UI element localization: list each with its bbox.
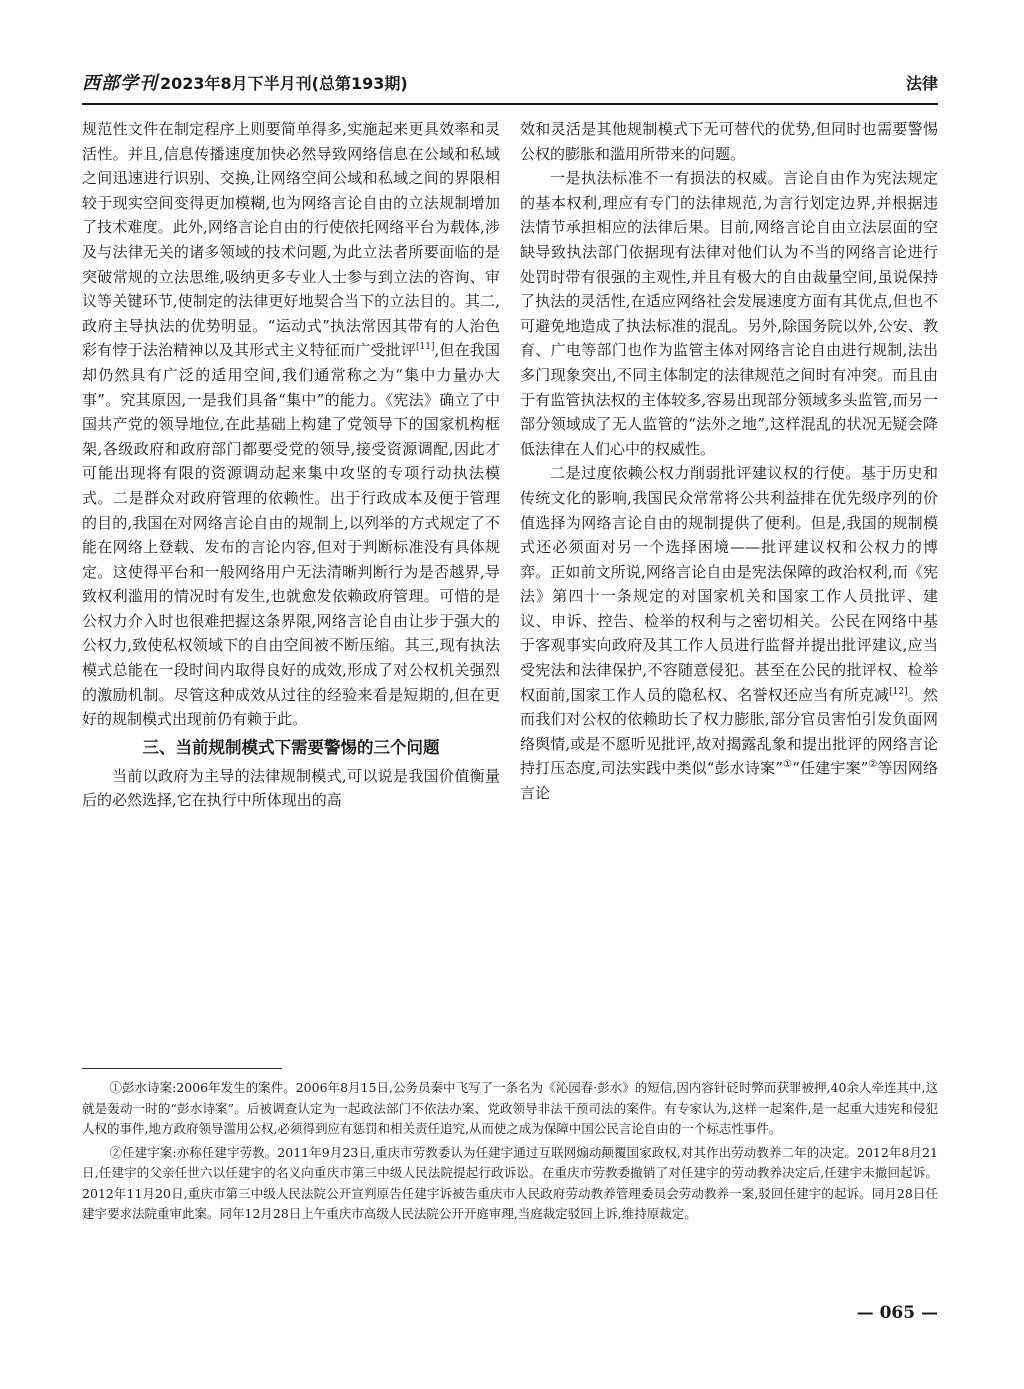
- footnotes: [82, 1078, 938, 1228]
- section-heading: 三、当前规制模式下需要警惕的三个问题: [142, 737, 440, 757]
- body-paragraph: 效和灵活是其他规制模式下无可替代的优势,但同时也需要警惕公权的膨胀和滥用所带来的问题。: [520, 120, 938, 163]
- footnote-rule: [82, 1068, 282, 1069]
- body-paragraph: [82, 117, 500, 732]
- footnote: ①彭水诗案:2006年发生的案件。2006年8月15日,公务员秦中飞写了一条名为《沁园春·彭水》的短信,因内容针砭时弊而获罪被押,40余人牵连其中,这就是轰动一时的“彭水诗案”。后被调查认定为一起政法部门不依法办案、党政领导非法干预司法的案件。有专家认为,这样一起案件,是一起重大违宪和侵犯人权的事件,地方政府领导滥用公权,必须得到应有惩罚和相关责任追究,从而使之成为保障中国公民言论自由的一个标志性事件。: [82, 1080, 938, 1136]
- paragraph-text: 。然而我们对公权的依赖助长了权力膨胀,部分官员害怕引发负面网络舆情,或是不愿听见批评,故对揭露乱象和提出批评的网络言论持打压态度,司法实践中类似“彭水诗案”: [520, 685, 938, 778]
- journal-logo: 西部学刊: [82, 73, 158, 94]
- body-paragraph: [520, 461, 938, 805]
- footnote-marker[interactable]: ②: [868, 759, 878, 771]
- footnote-marker[interactable]: ①: [782, 759, 793, 771]
- right-column: [520, 117, 938, 1047]
- journal-issue: 2023年8月下半月刊(总第193期): [160, 74, 408, 93]
- body-paragraph: 当前以政府为主导的法律规制模式,可以说是我国价值衡量后的必然选择,它在执行中所体现出的高: [82, 766, 500, 810]
- citation: [11]: [416, 342, 435, 353]
- paragraph-text: 二是过度依赖公权力削弱批评建议权的行使。基于历史和传统文化的影响,我国民众常常将公共利益排在优先级序列的价值选择为网络言论自由的规制提供了便利。但是,我国的规制模式还必须面对另一个选择困境——批评建议权和公权力的博弈。正如前文所说,网络言论自由是宪法保障的政治权利,而《宪法》第四十一条规定的对国家机关和国家工作人员批评、建议、申诉、控告、检举的权利与之密切相关。公民在网络中基于客观事实向政府及其工作人员进行监督并提出批评建议,应当受宪法和法律保护,不容随意侵犯。甚至在公民的批评权、检举权面前,国家工作人员的隐私权、名誉权还应当有所克减: [520, 464, 938, 704]
- section-name: 法律: [905, 74, 938, 93]
- paragraph-text: “任建宇案”: [792, 759, 869, 778]
- left-column: [82, 117, 500, 1047]
- page-number: — 065 —: [856, 1303, 938, 1323]
- paragraph-text: 等因网络言论: [520, 759, 938, 803]
- header-rule: [82, 103, 938, 105]
- citation: [12]: [889, 686, 908, 697]
- body-paragraph: 一是执法标准不一有损法的权威。言论自由作为宪法规定的基本权利,理应有专门的法律规范,为言行划定边界,并根据违法情节承担相应的法律后果。目前,网络言论自由立法层面的空缺导致执法部门依据现有法律对他们认为不当的网络言论进行处罚时带有很强的主观性,并且有极大的自由裁量空间,虽说保持了执法的灵活性,在适应网络社会发展速度方面有其优点,但也不可避免地造成了执法标准的混乱。另外,除国务院以外,公安、教育、广电等部门也作为监管主体对网络言论自由进行规制,法出多门现象突出,不同主体制定的法律规范之间时有冲突。而且由于有监管执法权的主体较多,容易出现部分领域多头监管,而另一部分领域成了无人监管的“法外之地”,这样混乱的状况无疑会降低法律在人们心中的权威性。: [520, 169, 938, 458]
- paragraph-text: ,但在我国却仍然具有广泛的适用空间,我们通常称之为“集中力量办大事”。究其原因,一是我们具备“集中”的能力。《宪法》确立了中国共产党的领导地位,在此基础上构建了党领导下的国家机构框架,各级政府和政府部门都要受党的领导,接受资源调配,因此才可能出现将有限的资源调动起来集中攻坚的专项行动执法模式。二是群众对政府管理的依赖性。出于行政成本及便于管理的目的,我国在对网络言论自由的规制上,以列举的方式规定了不能在网络上登载、发布的言论内容,但对于判断标准没有具体规定。这使得平台和一般网络用户无法清晰判断行为是否越界,导致权利滥用的情况时有发生,也就愈发依赖政府管理。可惜的是公权力介入时也很难把握这条界限,网络言论自由让步于强大的公权力,致使私权领域下的自由空间被不断压缩。其三,现有执法模式总能在一段时间内取得良好的成效,形成了对公权机关强烈的激励机制。尽管这种成效从过往的经验来看是短期的,但在更好的规制模式出现前仍有赖于此。: [82, 341, 500, 729]
- footnote: ②任建宇案:亦称任建宇劳教。2011年9月23日,重庆市劳教委认为任建宇通过互联网煽动颠覆国家政权,对其作出劳动教养二年的决定。2012年8月21日,任建宇的父亲任世六以任建宇的名义向重庆市第三中级人民法院提起行政诉讼。在重庆市劳教委撤销了对任建宇的劳动教养决定后,任建宇未撤回起诉。2012年11月20日,重庆市第三中级人民法院公开宣判原告任建宇诉被告重庆市人民政府劳动教养管理委员会劳动教养一案,驳回任建宇的起诉。同月28日任建宇要求法院重审此案。同年12月28日上午重庆市高级人民法院公开开庭审理,当庭裁定驳回上诉,维持原裁定。: [82, 1144, 938, 1221]
- running-header: [82, 72, 938, 104]
- paragraph-text: 规范性文件在制定程序上则要简单得多,实施起来更具效率和灵活性。并且,信息传播速度加快必然导致网络信息在公域和私域之间迅速进行识别、交换,让网络空间公域和私域之间的界限相较于现实空间变得更加模糊,也为网络言论自由的立法规制增加了技术难度。此外,网络言论自由的行使依托网络平台为载体,涉及与法律无关的诸多领域的技术问题,为此立法者所要面临的是突破常规的立法思维,吸纳更多专业人士参与到立法的咨询、审议等关键环节,使制定的法律更好地契合当下的立法目的。其二,政府主导执法的优势明显。“运动式”执法常因其带有的人治色彩有悖于法治精神以及其形式主义特征而广受批评: [82, 120, 500, 360]
